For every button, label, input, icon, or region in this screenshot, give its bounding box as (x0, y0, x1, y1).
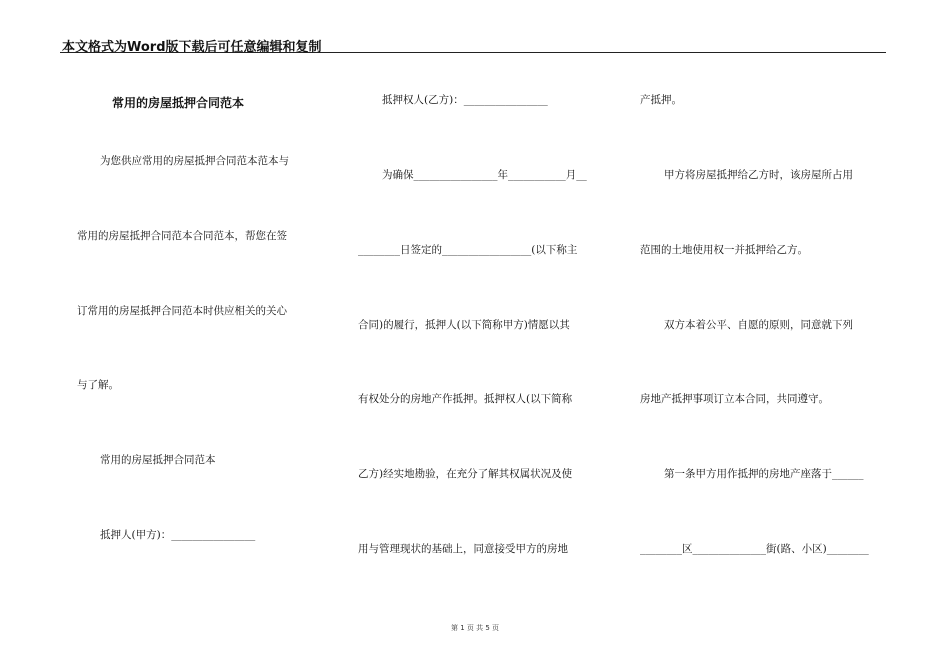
text-line: 双方本着公平、自愿的原则，同意就下列 (664, 319, 853, 331)
text-line: 有权处分的房地产作抵押。抵押权人(以下简称 (358, 393, 573, 405)
text-line: 甲方将房屋抵押给乙方时，该房屋所占用 (664, 169, 853, 181)
text-line: 范围的土地使用权一并抵押给乙方。 (640, 244, 808, 256)
text-line: 为您供应常用的房屋抵押合同范本范本与 (100, 155, 289, 167)
text-line: 用与管理现状的基础上，同意接受甲方的房地 (358, 543, 568, 555)
text-line: 常用的房屋抵押合同范本合同范本，帮您在签 (77, 230, 287, 242)
text-line: 产抵押。 (640, 94, 682, 106)
text-line: 合同)的履行，抵押人(以下简称甲方)情愿以其 (358, 319, 570, 331)
header-title: 本文格式为Word版下载后可任意编辑和复制 (62, 40, 322, 55)
text-line: ________日签定的_________________(以下称主 (358, 244, 578, 256)
text-line: 房地产抵押事项订立本合同，共同遵守。 (640, 393, 829, 405)
page-number: 第 1 页 共 5 页 (450, 624, 500, 632)
text-line: ________区______________街(路、小区)________ (640, 543, 869, 555)
document-title: 常用的房屋抵押合同范本 (112, 96, 245, 110)
text-line: 为确保________________年___________月__ (382, 169, 587, 181)
text-line: 与了解。 (77, 379, 119, 391)
text-line: 抵押人(甲方)：________________ (100, 529, 256, 541)
text-line: 第一条甲方用作抵押的房地产座落于______ (664, 468, 864, 480)
text-line: 常用的房屋抵押合同范本 (100, 454, 216, 466)
text-line: 乙方)经实地勘验，在充分了解其权属状况及使 (358, 468, 573, 480)
text-line: 抵押权人(乙方)：________________ (382, 94, 548, 106)
text-line: 订常用的房屋抵押合同范本时供应相关的关心 (77, 305, 287, 317)
